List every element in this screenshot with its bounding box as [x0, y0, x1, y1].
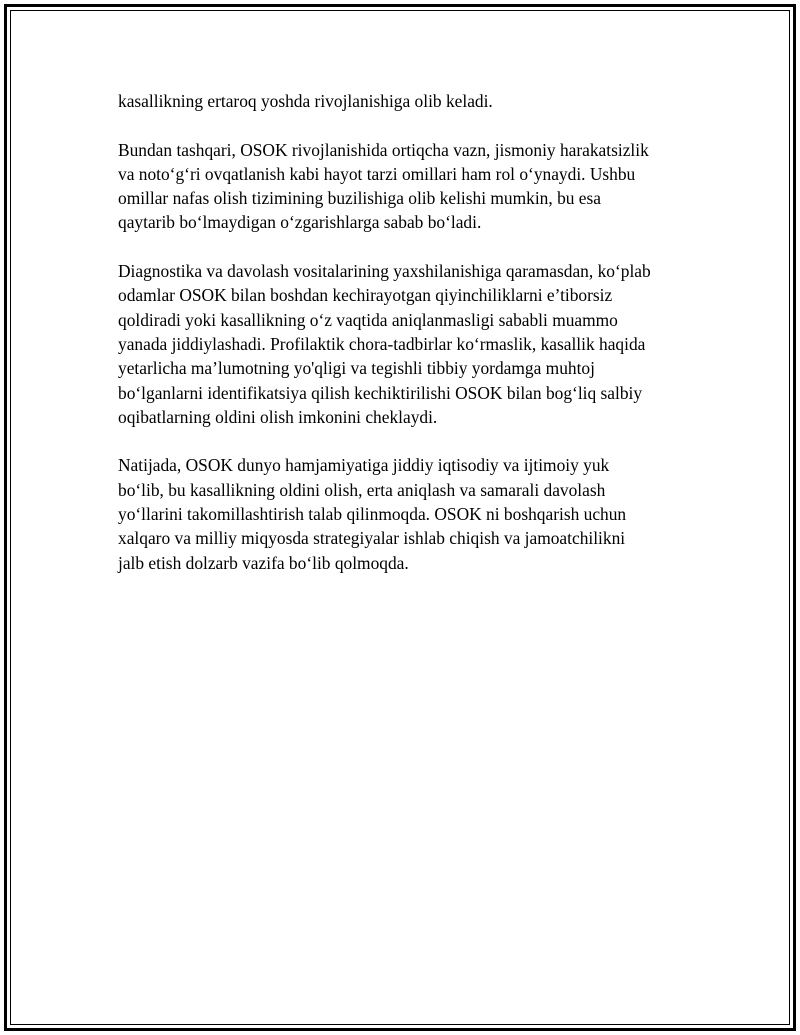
paragraph-1: kasallikning ertaroq yoshda rivojlanishiga olib keladi. [118, 91, 493, 111]
paragraph-2: Bundan tashqari, OSOK rivojlanishida ortiqcha vazn, jismoniy harakatsizlik va noto‘g‘ri ovqatlanish kabi hayot tarzi omillari ham rol o‘ynaydi. Ushbu omillar nafas olish tizimining buzilishiga olib kelishi mumkin, bu esa qaytarib bo‘lmaydigan o‘zgarishlarga sabab bo‘ladi. [118, 139, 649, 233]
document-body [118, 89, 693, 599]
paragraph-4: Natijada, OSOK dunyo hamjamiyatiga jiddiy iqtisodiy va ijtimoiy yuk bo‘lib, bu kasallikning oldini olish, erta aniqlash va samarali davolash yo‘llarini takomillashtirish talab qilinmoqda. OSOK ni boshqarish uchun xalqaro va milliy miqyosda strategiyalar ishlab chiqish va jamoatchilikni jalb etish dolzarb vazifa bo‘lib qolmoqda. [118, 455, 627, 573]
paragraph-3: Diagnostika va davolash vositalarining yaxshilanishiga qaramasdan, ko‘plab odamlar OSOK bilan boshdan kechirayotgan qiyinchiliklarni e’tiborsiz qoldiradi yoki kasallikning o‘z vaqtida aniqlanmasligi sababli muammo yanada jiddiylashadi. Profilaktik chora-tadbirlar ko‘rmaslik, kasallik haqida yetarlicha ma’lumotning yo'qligi va tegishli tibbiy yordamga muhtoj bo‘lganlarni identifikatsiya qilish kechiktirilishi OSOK bilan bog‘liq salbiy oqibatlarning oldini olish imkonini cheklaydi. [118, 261, 651, 427]
